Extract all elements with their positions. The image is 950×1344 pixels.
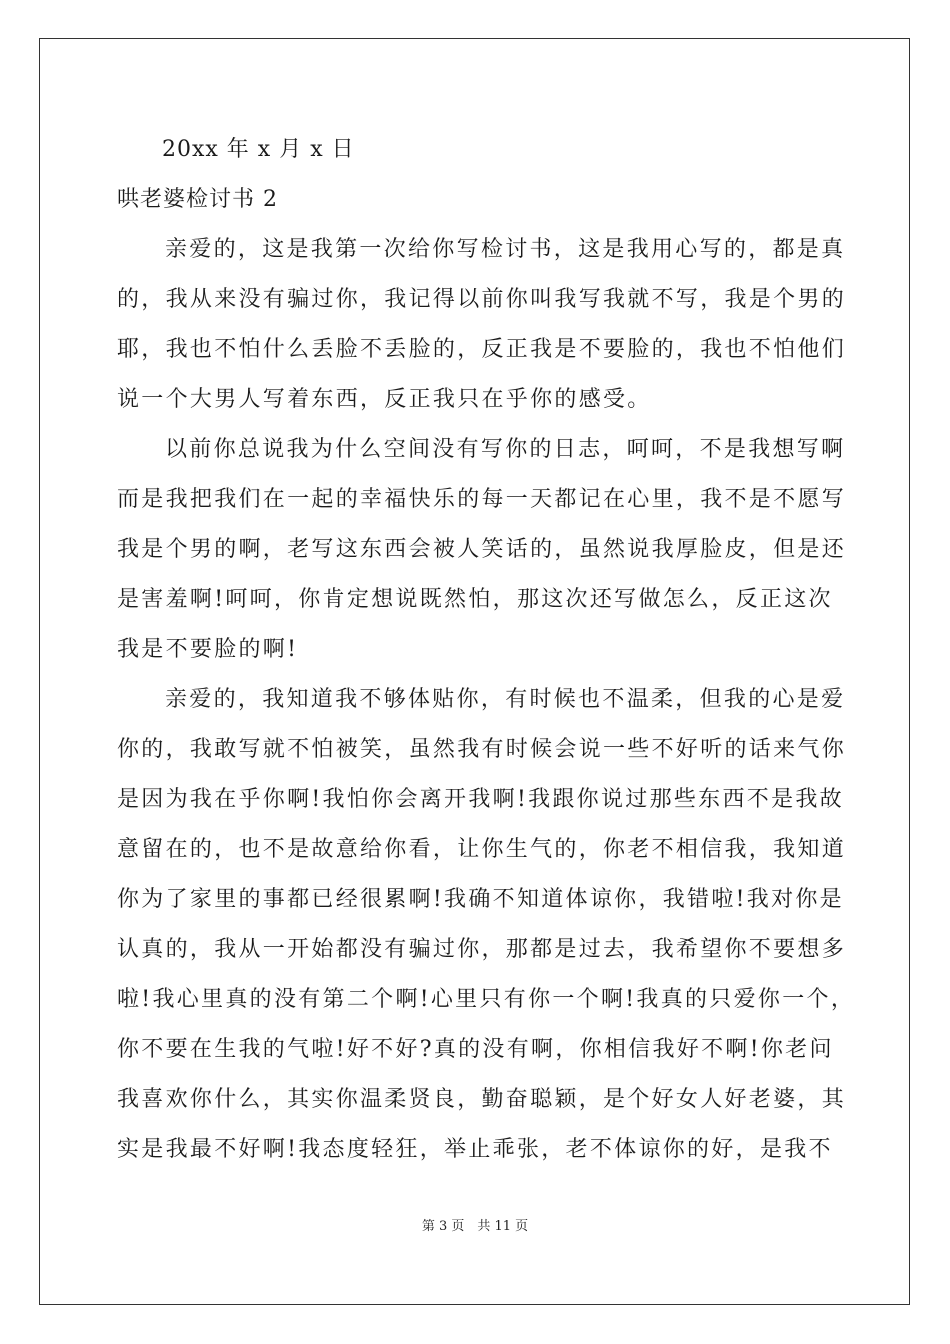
paragraph-line: 的，我从来没有骗过你，我记得以前你叫我写我就不写，我是个男的 [117, 287, 847, 312]
paragraph-line: 我喜欢你什么，其实你温柔贤良，勤奋聪颖，是个好女人好老婆，其 [117, 1087, 847, 1112]
date-line: 20xx 年 x 月 x 日 [162, 137, 355, 162]
paragraph-line: 是因为我在乎你啊!我怕你会离开我啊!我跟你说过那些东西不是我故 [117, 787, 844, 812]
paragraph-line: 你的，我敢写就不怕被笑，虽然我有时候会说一些不好听的话来气你 [117, 737, 847, 762]
paragraph-line: 以前你总说我为什么空间没有写你的日志，呵呵，不是我想写啊 [165, 437, 846, 462]
paragraph-line: 耶，我也不怕什么丢脸不丢脸的，反正我是不要脸的，我也不怕他们 [117, 337, 847, 362]
paragraph-line: 认真的，我从一开始都没有骗过你，那都是过去，我希望你不要想多 [117, 937, 847, 962]
paragraph-line: 你为了家里的事都已经很累啊!我确不知道体谅你，我错啦!我对你是 [117, 887, 844, 912]
paragraph-line: 我是不要脸的啊! [117, 637, 299, 662]
paragraph-line: 说一个大男人写着东西，反正我只在乎你的感受。 [117, 387, 652, 412]
paragraph-line: 亲爱的，这是我第一次给你写检讨书，这是我用心写的，都是真 [165, 237, 846, 262]
paragraph-line: 我是个男的啊，老写这东西会被人笑话的，虽然说我厚脸皮，但是还 [117, 537, 847, 562]
paragraph-line: 你不要在生我的气啦!好不好?真的没有啊，你相信我好不啊!你老问 [117, 1037, 834, 1062]
paragraph-line: 意留在的，也不是故意给你看，让你生气的，你老不相信我，我知道 [117, 837, 847, 862]
paragraph-3 [117, 687, 856, 1187]
paragraph-line: 是害羞啊!呵呵，你肯定想说既然怕，那这次还写做怎么，反正这次 [117, 587, 833, 612]
paragraph-line: 实是我最不好啊!我态度轻狂，举止乖张，老不体谅你的好，是我不 [117, 1137, 833, 1162]
paragraph-line: 而是我把我们在一起的幸福快乐的每一天都记在心里，我不是不愿写 [117, 487, 847, 512]
paragraph-1 [117, 237, 847, 437]
document-heading: 哄老婆检讨书 2 [117, 187, 278, 212]
page-number-footer: 第 3 页 共 11 页 [421, 1219, 529, 1234]
paragraph-line: 亲爱的，我知道我不够体贴你，有时候也不温柔，但我的心是爱 [165, 687, 846, 712]
paragraph-2 [117, 437, 847, 687]
paragraph-line: 啦!我心里真的没有第二个啊!心里只有你一个啊!我真的只爱你一个， [117, 987, 856, 1012]
